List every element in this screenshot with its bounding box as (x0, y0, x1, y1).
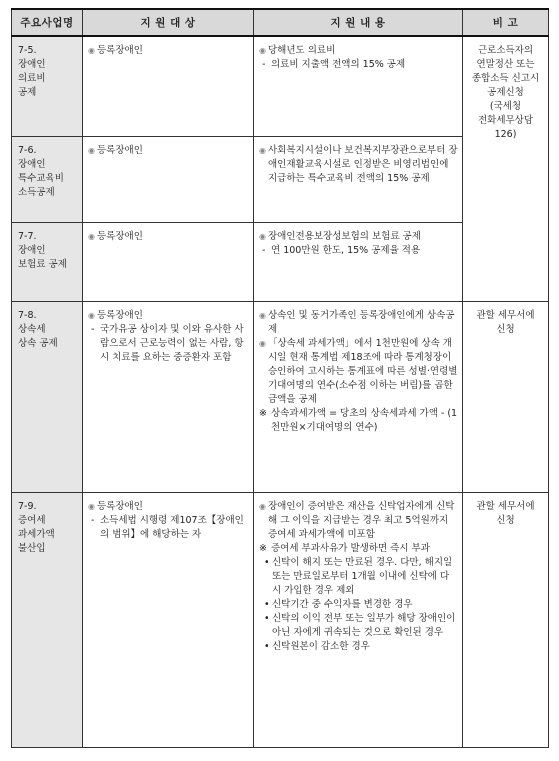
support-target-cell: ◉ 등록장애인 - 소득세법 시행령 제107조【장애인의 범위】에 해당하는 자 (83, 492, 254, 747)
support-content-cell: ◉ 당해년도 의료비 - 의료비 지출액 전액의 15% 공제 (254, 36, 463, 136)
header-program-name: 주요사업명 (12, 9, 83, 36)
support-target-cell: ◉ 등록장애인 - 국가유공 상이자 및 이와 유사한 사람으로서 근로능력이 없는 사람, 항시 치료를 요하는 중증환자 포함 (83, 301, 254, 492)
bullet-icon: ◉ (259, 145, 266, 155)
program-name-cell: 7-5. 장애인 의료비 공제 (12, 36, 83, 136)
header-support-target: 지 원 대 상 (83, 9, 254, 36)
header-remarks: 비 고 (463, 9, 549, 36)
support-content-cell: ◉ 장애인전용보장성보험의 보험료 공제 - 연 100만원 한도, 15% 공제율 적용 (254, 222, 463, 301)
support-content-cell: ◉ 장애인이 증여받은 재산을 신탁업자에게 신탁해 그 이익을 지급받는 경우 최고 5억원까지 증여세 과세가액에 미포함 ※ 증여세 부과사유가 발생하면 즉시 부과 • 신탁이 해지 또는 만료된 경우. 다만, 해지일 또는 만료일로부터 1개월 이내에 신탁에 다시 가입한 경우 제외 • 신탁기간 중 수익자를 변경한 경우 • 신탁의 이익 전부 또는 일부가 해당 장애인이 아닌 자에게 귀속되는 것으로 확인된 경우 • 신탁원본이 감소한 경우 (254, 492, 463, 747)
program-name-cell: 7-6. 장애인 특수교육비 소득공제 (12, 136, 83, 222)
tax-deduction-table (11, 8, 549, 748)
remarks-cell: 관할 세무서에 신청 (463, 492, 549, 747)
bullet-icon: ◉ (259, 46, 266, 55)
support-target-cell: ◉ 등록장애인 (83, 36, 254, 136)
table-row (12, 301, 549, 492)
bullet-icon: ◉ (259, 231, 266, 241)
support-target-cell: ◉ 등록장애인 (83, 222, 254, 301)
bullet-icon: ◉ (259, 501, 266, 511)
support-content-cell: ◉ 상속인 및 동거가족인 등록장애인에게 상속공제 ◉ 「상속세 과세가액」에서 1천만원에 상속 개시일 현재 통계법 제18조에 따라 통계청장이 승인하여 고시하는 통계표에 따른 성별·연령별 기대여명의 연수(소수점 이하는 버림)를 곱한 금액을 공제 ※ 상속과세가액 = 당초의 상속세과세 가액 - (1천만원×기대여명의 연수) (254, 301, 463, 492)
bullet-icon: ◉ (88, 46, 95, 55)
support-target-cell: ◉ 등록장애인 (83, 136, 254, 222)
program-name-cell: 7-8. 상속세 상속 공제 (12, 301, 83, 492)
remarks-cell: 관할 세무서에 신청 (463, 301, 549, 492)
table-row (12, 36, 549, 136)
table-row (12, 492, 549, 747)
program-name-cell: 7-7. 장애인 보험료 공제 (12, 222, 83, 301)
bullet-icon: ◉ (88, 145, 95, 155)
support-content-cell: ◉ 사회복지시설이나 보건복지부장관으로부터 장애인재활교육시설로 인정받은 비영리법인에 지급하는 특수교육비 전액의 15% 공제 (254, 136, 463, 222)
header-support-content: 지 원 내 용 (254, 9, 463, 36)
remarks-cell: 근로소득자의 연말정산 또는 종합소득 신고시 공제신청 (국세청 전화세무상담 126) (463, 36, 549, 301)
bullet-icon: ◉ (88, 231, 95, 241)
bullet-icon: ◉ (88, 310, 95, 320)
bullet-icon: ◉ (259, 310, 266, 320)
bullet-icon: ◉ (88, 501, 95, 511)
bullet-icon: ◉ (259, 338, 266, 348)
program-name-cell: 7-9. 증여세 과세가액 불산입 (12, 492, 83, 747)
table-header-row (12, 9, 549, 36)
